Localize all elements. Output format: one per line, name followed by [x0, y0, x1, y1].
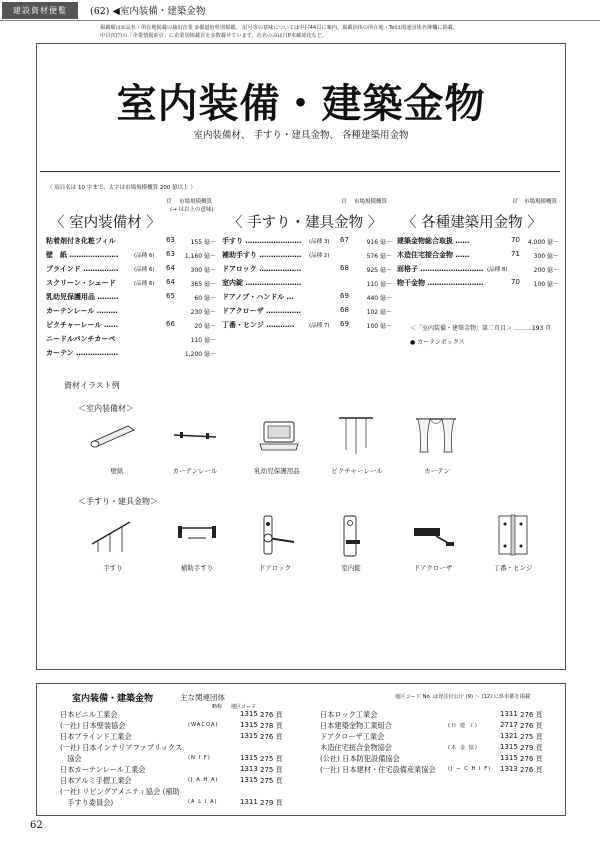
organization-row	[60, 776, 300, 787]
list-item	[46, 278, 216, 292]
item-name: 粘着剤付き化粧フィル	[46, 237, 116, 245]
organization-name: 日本アルミ手摺工業会	[60, 776, 132, 785]
label-door-closer: ドアクローザ	[413, 564, 453, 572]
item-name: 木造住宅接合金物 ……	[397, 251, 470, 259]
illustration-group2-title: ＜手すり・建具金物＞	[78, 497, 158, 506]
col1-header-mkt: 市場規模概算	[179, 199, 213, 205]
organization-page: 275 頁	[520, 733, 543, 741]
item-amount: 100 億〜	[366, 323, 392, 330]
door-lock-icon	[254, 512, 300, 558]
curtain-rail-icon	[170, 428, 220, 444]
picture-rail-icon	[336, 414, 376, 456]
item-name: 補助手すり ………………	[222, 251, 302, 259]
list-item	[46, 250, 216, 264]
category-interior: 〈 室内装備材 〉	[50, 215, 161, 231]
organization-row	[60, 721, 300, 732]
item-amount: 155 億〜	[190, 239, 216, 246]
organization-code: 1311	[500, 710, 518, 718]
label-wallpaper: 壁紙	[110, 467, 124, 475]
header-divider	[0, 20, 600, 21]
item-amount: 102 億〜	[366, 309, 392, 316]
header-page-title: (62) ◀室内装備・建築金物	[90, 6, 206, 17]
organization-code: 1311	[240, 798, 258, 806]
item-amount: 576 億〜	[366, 253, 392, 260]
organizations-left-list	[60, 710, 300, 809]
item-note: (品種 6)	[134, 281, 155, 287]
item-note: (品種 2)	[309, 253, 330, 259]
organization-code: 1315	[240, 710, 258, 718]
item-page: 68	[340, 306, 349, 314]
organization-abbr: (日 建 工)	[448, 723, 478, 729]
item-amount: 1,200 億〜	[184, 351, 216, 358]
organization-page: 279 頁	[520, 744, 543, 752]
organization-page: 275 頁	[260, 777, 283, 785]
item-amount: 1,160 億〜	[184, 253, 216, 260]
organization-row	[320, 743, 560, 754]
item-name: ドアクローザ ……………	[222, 307, 302, 315]
organization-abbr: (J − C H I F)	[448, 766, 492, 772]
item-page: 66	[166, 320, 175, 328]
organization-code: 2717	[500, 721, 518, 729]
item-amount: 110 億〜	[366, 281, 392, 288]
organization-row	[320, 710, 560, 721]
list-item	[46, 306, 216, 320]
organization-abbr: (J A H A)	[188, 777, 219, 783]
label-curtain-rail: カーテンレール	[172, 467, 218, 475]
handrail-icon	[90, 514, 134, 554]
organization-name: 手すり委員会)	[60, 798, 114, 807]
label-handrail: 手すり	[103, 564, 123, 572]
list-item	[222, 264, 392, 278]
item-amount: 60 億〜	[194, 295, 216, 302]
item-amount: 4,000 億〜	[527, 239, 559, 246]
note-line-2: 中目次(ｱ)の「企業情報索引」に企業別掲載頁を多数載せています。社名のみは日P末確認化など。	[100, 33, 328, 39]
list-item	[222, 236, 392, 250]
list-item	[46, 320, 216, 334]
organization-page: 275 頁	[260, 755, 283, 763]
organization-code: 1315	[240, 721, 258, 729]
list-item	[46, 264, 216, 278]
item-amount: 230 億〜	[190, 309, 216, 316]
organizations-right-list	[320, 710, 560, 776]
item-page: 63	[166, 236, 175, 244]
item-amount: 365 億〜	[190, 281, 216, 288]
organization-row	[320, 754, 560, 765]
organizations-region-note: 地区コード No. は発注官公庁 (9) 〜 (12) に県市都を掲載	[395, 694, 531, 700]
item-name: ニードルパンチカーペ	[46, 335, 116, 343]
list-item	[397, 278, 559, 292]
door-closer-icon	[410, 522, 456, 552]
organization-code: 1315	[240, 776, 258, 784]
item-name: カーテン ………………	[46, 349, 119, 357]
item-amount: 110 億〜	[190, 337, 216, 344]
organization-code: 1315	[240, 754, 258, 762]
item-page: 64	[166, 278, 175, 286]
label-curtain: カーテン	[424, 467, 450, 475]
column-hardware-list	[397, 236, 559, 292]
item-amount: 100 億〜	[533, 281, 559, 288]
list-item	[46, 334, 216, 348]
item-page: 70	[511, 278, 520, 286]
page-title: 室内装備・建築金物	[116, 80, 486, 127]
organizations-col-abbr: 略称	[212, 704, 223, 710]
bullet-curtain-box: ● カーテンボックス	[410, 339, 465, 346]
item-name: ドアロック ………………	[222, 265, 302, 273]
organization-abbr: (A L I A)	[188, 799, 218, 805]
list-item	[397, 236, 559, 250]
item-name: カーテンレール ………	[46, 307, 118, 315]
list-item	[46, 292, 216, 306]
item-name: 乳幼児保護用品 ………	[46, 293, 119, 301]
col3-header-pg: 頁	[512, 199, 518, 205]
organization-row	[60, 754, 300, 765]
organization-row	[60, 710, 300, 721]
illustration-group1-title: ＜室内装備材＞	[78, 404, 134, 413]
title-rule	[40, 171, 560, 172]
organization-name: 協会	[60, 754, 82, 763]
organization-row	[60, 765, 300, 776]
category-handrail-hardware: 〈 手すり・建具金物 〉	[228, 215, 383, 231]
organization-name: (一社) 日本インテリアファブリックス	[60, 743, 183, 752]
item-amount: 20 億〜	[194, 323, 216, 330]
organization-row	[60, 787, 300, 798]
baby-gate-icon	[258, 418, 300, 452]
item-name: 丁番・ヒンジ …………	[222, 321, 295, 329]
item-page: 65	[166, 292, 175, 300]
organization-abbr: (N I F)	[188, 755, 211, 761]
item-page: 71	[511, 250, 520, 258]
item-name: スクリーン・シェード	[46, 279, 116, 287]
organization-page: 276 頁	[520, 722, 543, 730]
organization-row	[320, 721, 560, 732]
organization-name: 日本ブラインド工業会	[60, 732, 132, 741]
item-note: (品種 8)	[487, 267, 508, 273]
list-item	[222, 320, 392, 334]
item-name: 手すり ……………………	[222, 237, 302, 245]
organization-name: 日本カーテンレール工業会	[60, 765, 146, 774]
scale-note: （ 項目名は 10 字まで、太字は市場規模概算 200 億以上 ）	[47, 185, 196, 191]
page-subtitle: 室内装備材、 手すり・建具金物、 各種建築用金物	[193, 130, 409, 141]
organization-name: (一社) リビングアメニティ協会 (補助	[60, 787, 180, 796]
item-page: 68	[340, 264, 349, 272]
organization-row	[60, 743, 300, 754]
label-assist-handrail: 補助手すり	[180, 564, 214, 572]
label-baby-gate: 乳幼児保護用品	[254, 467, 300, 475]
wallpaper-icon	[88, 420, 138, 450]
item-amount: 440 億〜	[366, 295, 392, 302]
item-name: 面格子 ………………………	[397, 265, 484, 273]
item-page: 63	[166, 250, 175, 258]
organization-name: (一社) 日本壁装協会	[60, 721, 126, 730]
list-item	[222, 306, 392, 320]
list-item	[397, 250, 559, 264]
organizations-subheading: 主な関連団体	[180, 693, 225, 702]
organization-row	[320, 732, 560, 743]
organization-name: (一社) 日本建材・住宅設備産業協会	[320, 765, 436, 774]
organizations-heading: 室内装備・建築金物	[72, 694, 154, 704]
item-name: ブラインド ……………	[46, 265, 119, 273]
item-page: 69	[340, 320, 349, 328]
organization-name: 木造住宅接合金物協会	[320, 743, 392, 752]
item-page: 64	[166, 264, 175, 272]
label-door-lock: ドアロック	[258, 564, 292, 572]
label-picture-rail: ピクチャーレール	[331, 467, 383, 475]
cross-reference: ＜「室内装備・建築金物」第二頁目＞ ………193 頁	[410, 325, 552, 332]
item-note: (品種 6)	[134, 253, 155, 259]
header-tag: 建設資材便覧	[2, 2, 78, 19]
assist-handrail-icon	[174, 518, 220, 548]
organization-page: 276 頁	[520, 711, 543, 719]
organization-page: 276 頁	[260, 733, 283, 741]
list-item	[222, 292, 392, 306]
list-item	[46, 348, 216, 362]
organization-page: 275 頁	[260, 766, 283, 774]
column-interior-list	[46, 236, 216, 362]
interior-lock-icon	[338, 514, 364, 558]
col3-header-mkt: 市場規模概算	[524, 199, 558, 205]
label-hinge: 丁番・ヒンジ	[493, 564, 533, 572]
organization-name: 日本建築金物工業組合	[320, 721, 392, 730]
column-handrail-list	[222, 236, 392, 334]
organization-page: 279 頁	[260, 799, 283, 807]
item-name: 室内錠 ……………………	[222, 279, 302, 287]
note-line-1: 掲載順は①品名・所在地掲載の抽出企業 ②都道府県別掲載。 記号等の意味については中付44頁に案内。掲載団体の所在地・Telは関連団体名簿欄に掲載。	[100, 25, 459, 31]
col1-header-pg: 頁	[166, 199, 172, 205]
item-note: (品種 7)	[309, 323, 330, 329]
list-item	[222, 278, 392, 292]
organization-code: 1315	[500, 743, 518, 751]
organization-code: 1315	[500, 754, 518, 762]
curtain-icon	[414, 416, 458, 456]
item-amount: 916 億〜	[366, 239, 392, 246]
organization-page: 278 頁	[260, 722, 283, 730]
organization-name: ドアクローザ工業会	[320, 732, 385, 741]
list-item	[46, 236, 216, 250]
item-page: 67	[340, 236, 349, 244]
organization-code: 1313	[500, 765, 518, 773]
item-page: 69	[340, 292, 349, 300]
organization-name: 日本ビニル工業会	[60, 710, 118, 719]
page-number: 62	[30, 820, 43, 831]
organization-name: 日本ロック工業会	[320, 710, 378, 719]
organization-name: (公社) 日本防犯設備協会	[320, 754, 400, 763]
item-page: 70	[511, 236, 520, 244]
item-name: ピクチャーレール ……	[46, 321, 118, 329]
col2-header-pg: 頁	[341, 199, 347, 205]
item-amount: 300 億〜	[190, 267, 216, 274]
organization-abbr: (木 金 協)	[448, 745, 478, 751]
organization-page: 276 頁	[520, 766, 543, 774]
category-building-hardware: 〈 各種建築用金物 〉	[402, 215, 542, 231]
organization-code: 1321	[500, 732, 518, 740]
label-interior-lock: 室内錠	[341, 564, 361, 572]
organization-abbr: (WACOA)	[188, 722, 219, 728]
illustration-heading: 資材イラスト例	[64, 381, 120, 390]
item-amount: 925 億〜	[366, 267, 392, 274]
organization-row	[320, 765, 560, 776]
item-note: (品種 6)	[134, 267, 155, 273]
organization-page: 276 頁	[520, 755, 543, 763]
organization-page: 276 頁	[260, 711, 283, 719]
organization-row	[60, 798, 300, 809]
col1-unit-note: (→ は以上の意味)	[170, 207, 214, 213]
organization-code: 1313	[240, 765, 258, 773]
item-name: ドアノブ・ハンドル …	[222, 293, 294, 301]
organizations-col-code: 地区コード	[231, 704, 257, 710]
col2-header-mkt: 市場規模概算	[354, 199, 388, 205]
organization-row	[60, 732, 300, 743]
hinge-icon	[496, 512, 530, 558]
organization-code: 1315	[240, 732, 258, 740]
item-name: 物干金物 ……………………	[397, 279, 484, 287]
list-item	[222, 250, 392, 264]
item-amount: 300 億〜	[533, 253, 559, 260]
item-amount: 200 億〜	[533, 267, 559, 274]
item-note: (品種 3)	[309, 239, 330, 245]
list-item	[397, 264, 559, 278]
item-name: 壁 紙 …………………	[46, 251, 119, 259]
item-name: 建築金物総合取扱 ……	[397, 237, 470, 245]
